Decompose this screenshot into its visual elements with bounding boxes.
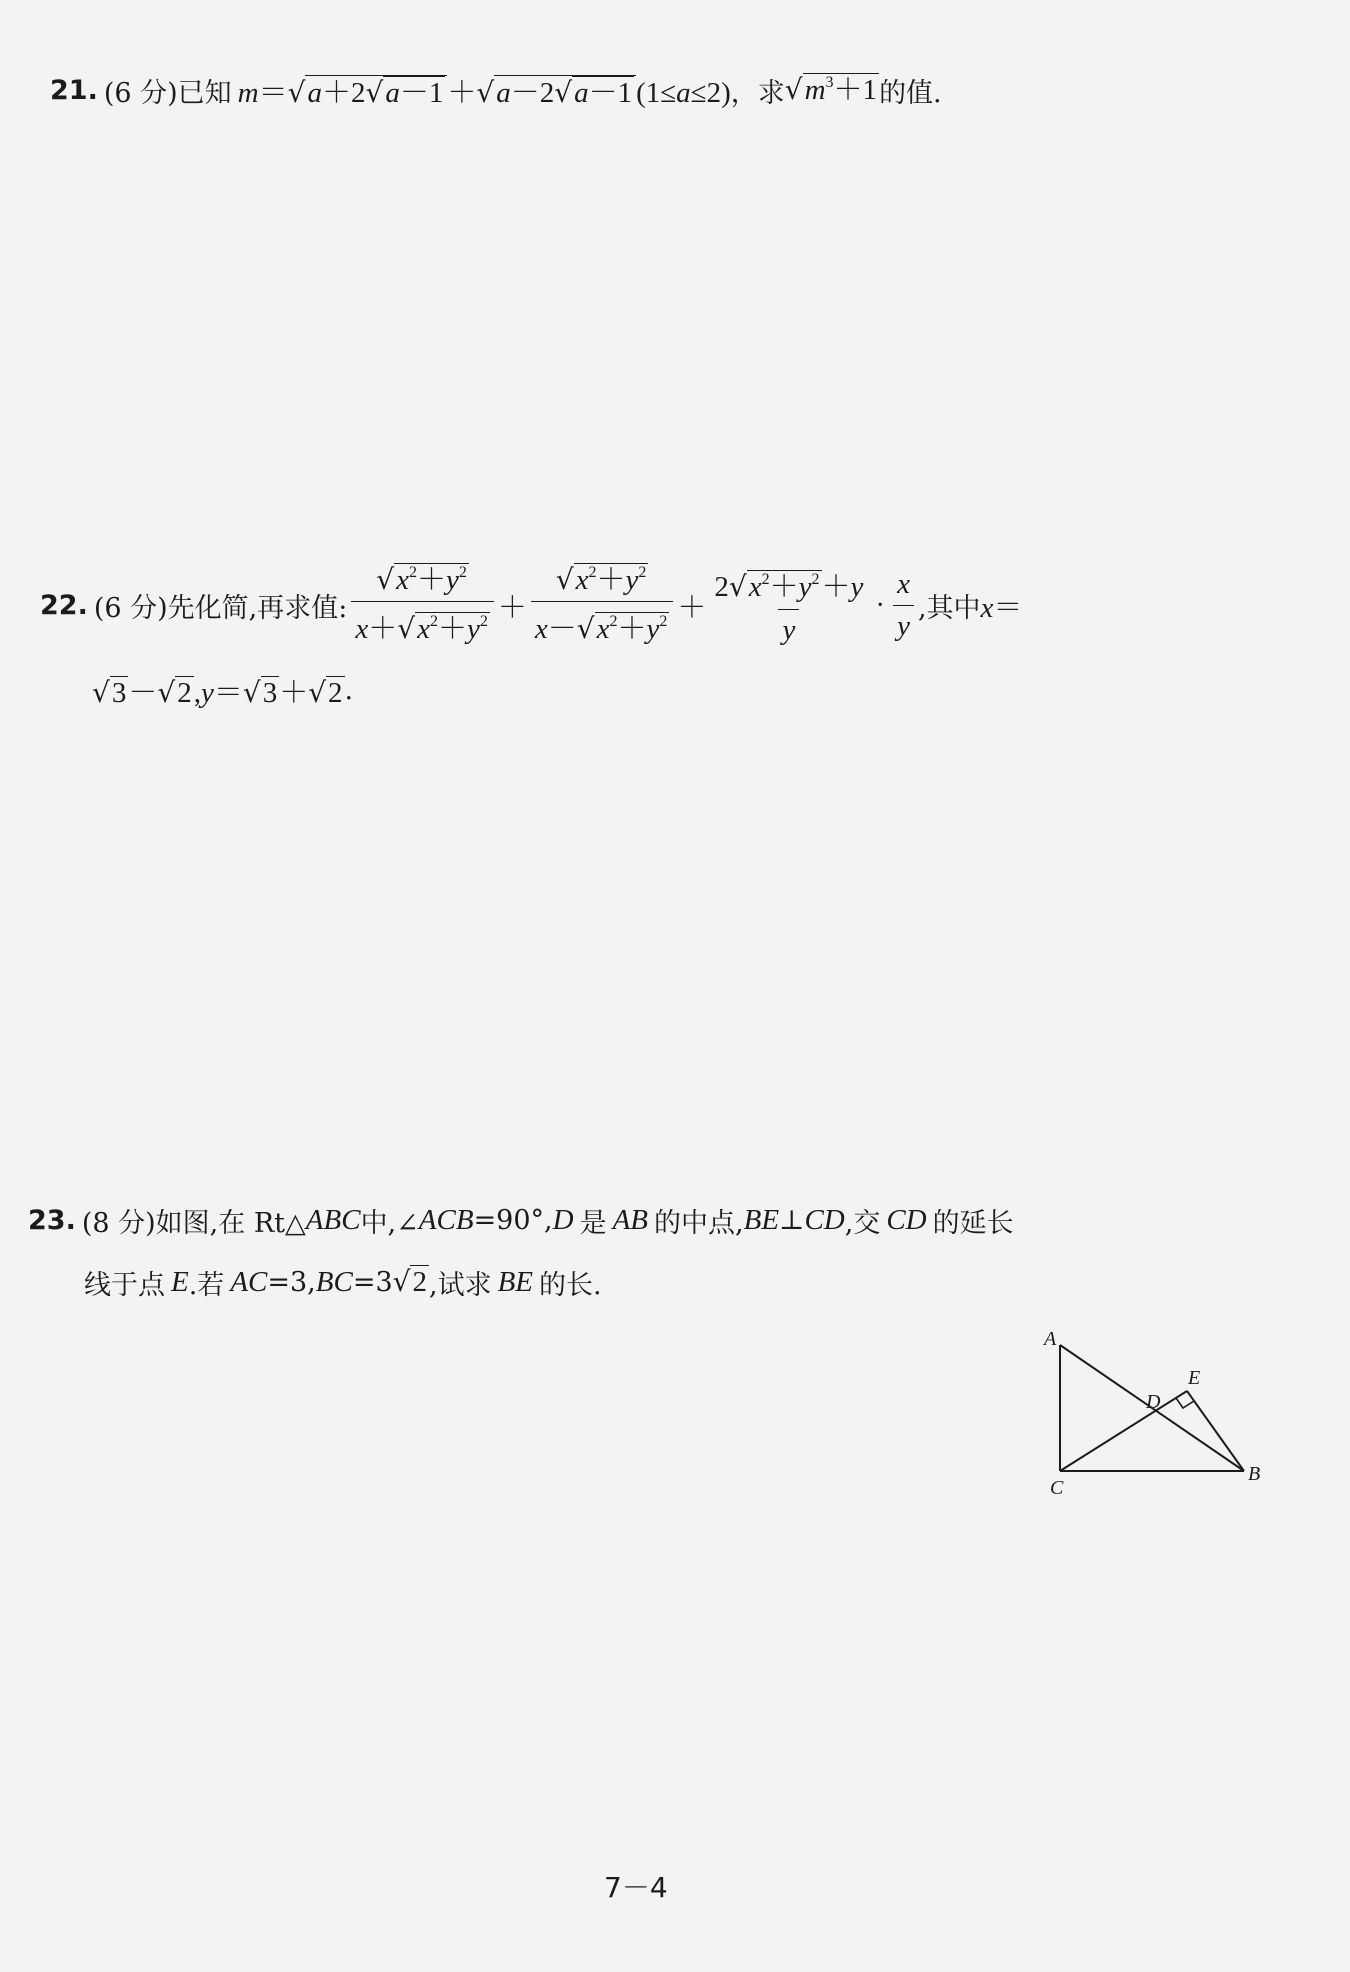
page-number: 7－4 [604,1871,668,1904]
question-21 [50,68,942,112]
label-D: D [1146,1391,1161,1413]
formula-expression: $\frac{√x^2+y^2}{x+√x^2+y^2}$ ＋ $\frac{√x^2+y^2}{x-√x^2+y^2}$ ＋ $\frac{2√x^2+y^2+y}{y}$ · $\frac{x}{y}$ [347,563,918,647]
right-angle-mark [1176,1398,1194,1408]
formula-target: $√m^3+1$ [784,72,878,106]
question-suffix: 的值. [879,77,942,109]
question-prefix: (6 分)已知 [103,77,232,109]
question-22-values [92,668,353,712]
segment-CE [1060,1391,1187,1471]
question-text: 线于点 [84,1269,165,1301]
label-A: A [1044,1328,1057,1350]
question-number: 21. [50,74,98,106]
question-text: 的中点, [654,1207,744,1239]
question-text: .若 [188,1269,225,1301]
question-number: 23. [28,1204,76,1236]
formula-m: m＝√a＋2√a－1 ＋√a－2√a－1 (1≤a≤2) [237,75,731,109]
question-suffix: . [344,674,354,706]
question-text: =3, [267,1266,316,1298]
question-text: 是 [579,1207,607,1239]
question-23-line2: 线于点 E .若 AC =3, BC =3 √2 ,试求 BE 的长. [84,1260,602,1304]
formula-values: √3－√2,y＝√3＋√2 [92,675,343,709]
question-prefix: (6 分)先化简,再求值: [93,592,348,624]
question-text: ,试求 [428,1269,492,1301]
triangle-diagram [1030,1320,1280,1510]
question-text: ⊥ [779,1204,805,1236]
fraction-1: $\frac{√x^2+y^2}{x+√x^2+y^2}$ [351,563,494,647]
question-number: 22. [40,589,88,621]
question-connector: ,其中 [917,592,981,624]
label-E: E [1188,1367,1201,1389]
question-text: 中,∠ [360,1207,419,1239]
fraction-3: $\frac{2√x^2+y^2+y}{y}$ [714,569,864,646]
label-C: C [1050,1477,1064,1499]
fraction-2: $\frac{√x^2+y^2}{x-√x^2+y^2}$ [531,563,674,647]
question-text: ,交 [844,1207,881,1239]
question-connector: ，求 [730,77,785,109]
segment-BE [1187,1391,1244,1471]
question-23: 23. (8 分)如图,在 Rt△ ABC 中,∠ ACB =90°, D 是 AB 的中点, BE ⊥ CD ,交 CD 的延长 [28,1198,1014,1242]
question-text: 的延长 [932,1207,1014,1239]
question-text: =90°, [473,1204,553,1236]
question-text: (8 分)如图,在 Rt△ [81,1207,306,1239]
label-B: B [1248,1463,1261,1485]
fraction-4: $\frac{x}{y}$ [893,568,914,643]
question-text: 的长. [539,1269,602,1301]
question-22: 22. (6 分)先化简,再求值: $\frac{√x^2+y^2}{x+√x^2+y^2}$ ＋ $\frac{√x^2+y^2}{x-√x^2+y^2}$ ＋ $\frac{2√x^2+y^2+y}{y}$ · $\frac{x}{y}$ ,其中 x＝ [40,562,1023,646]
question-text: =3 [352,1266,393,1298]
